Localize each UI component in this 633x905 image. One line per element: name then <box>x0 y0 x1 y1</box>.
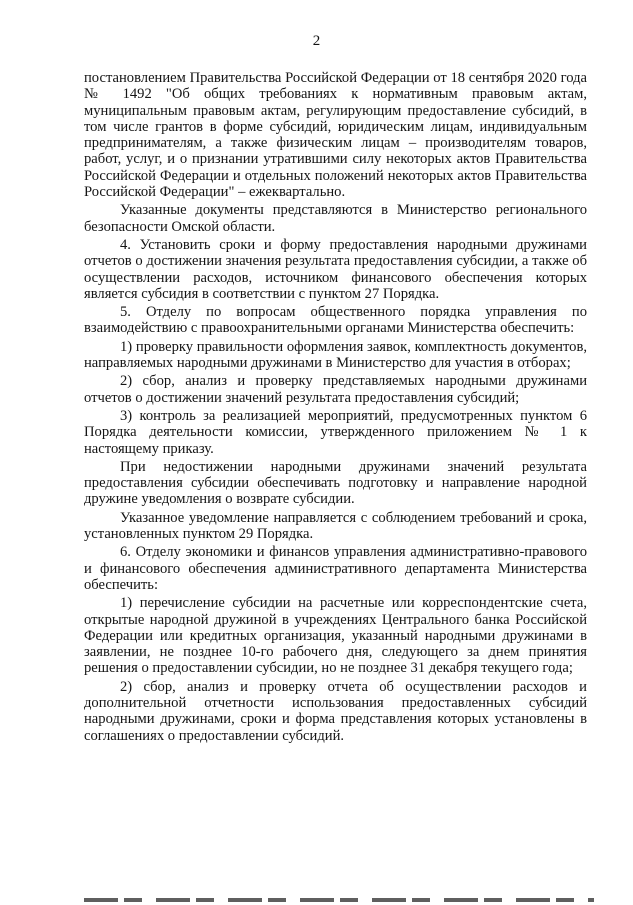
paragraph-item-5-2: 2) сбор, анализ и проверку представляемых народными дружинами отчетов о достижении значений результата предоставления субсидий; <box>84 373 587 406</box>
paragraph-item-5-1: 1) проверку правильности оформления заявок, комплектность документов, направляемых народными дружинами в Министерство для участия в отборах; <box>84 338 587 372</box>
paragraph-item-5-3: 3) контроль за реализацией мероприятий, предусмотренных пунктом 6 Порядка деятельности комиссии, утвержденного приложением № 1 к настоящему приказу. <box>84 407 587 457</box>
paragraph-continuation: постановлением Правительства Российской Федерации от 18 сентября 2020 года № 1492 "Об общих требованиях к нормативным правовым актам, муниципальным правовым актам, регулирующим предоставление субсидий, в том числе грантов в форме субсидий, юридическим лицам, индивидуальным предпринимателям, а также физическим лицам – производителям товаров, работ, услуг, и о признании утратившими силу некоторых актов Правительства Российской Федерации и отдельных положений некоторых актов Правительства Российской Федерации" – ежеквартально. <box>84 70 587 201</box>
paragraph-notice-requirements: Указанное уведомление направляется с соблюдением требований и срока, установленных пунктом 29 Порядка. <box>84 509 587 543</box>
scan-bottom-edge-artifact <box>84 898 594 902</box>
paragraph-item-6: 6. Отделу экономики и финансов управления административно-правового и финансового обеспечения административного департамента Министерства обеспечить: <box>84 544 587 593</box>
paragraph-item-6-2: 2) сбор, анализ и проверку отчета об осуществлении расходов и дополнительной отчетности использования предоставленных субсидий народными дружинами, сроки и форма представления которых установлены в соглашениях о предоставлении субсидий. <box>84 678 587 744</box>
paragraph-item-4: 4. Установить сроки и форму предоставления народными дружинами отчетов о достижении значения результата предоставления субсидии, а также об осуществлении расходов, источником финансового обеспечения которых является субсидия в соответствии с пунктом 27 Порядка. <box>84 236 587 302</box>
paragraph-item-5: 5. Отделу по вопросам общественного порядка управления по взаимодействию с правоохранительными органами Министерства обеспечить: <box>84 304 587 337</box>
paragraph-item-6-1: 1) перечисление субсидии на расчетные или корреспондентские счета, открытые народной дружиной в учреждениях Центрального банка Российской Федерации или кредитных организация, указанный народными дружинами в заявлении, не позднее 10-го рабочего дня, следующего за днем принятия решения о предоставлении субсидии, но не позднее 31 декабря текущего года; <box>84 595 587 677</box>
paragraph-documents-submitted: Указанные документы представляются в Министерство регионального безопасности Омской области. <box>84 202 587 235</box>
document-body <box>84 70 587 744</box>
page-number: 2 <box>312 33 321 49</box>
paragraph-non-achievement: При недостижении народными дружинами значений результата предоставления субсидии обеспечивать подготовку и направление народной дружине уведомления о возврате субсидии. <box>84 458 587 508</box>
